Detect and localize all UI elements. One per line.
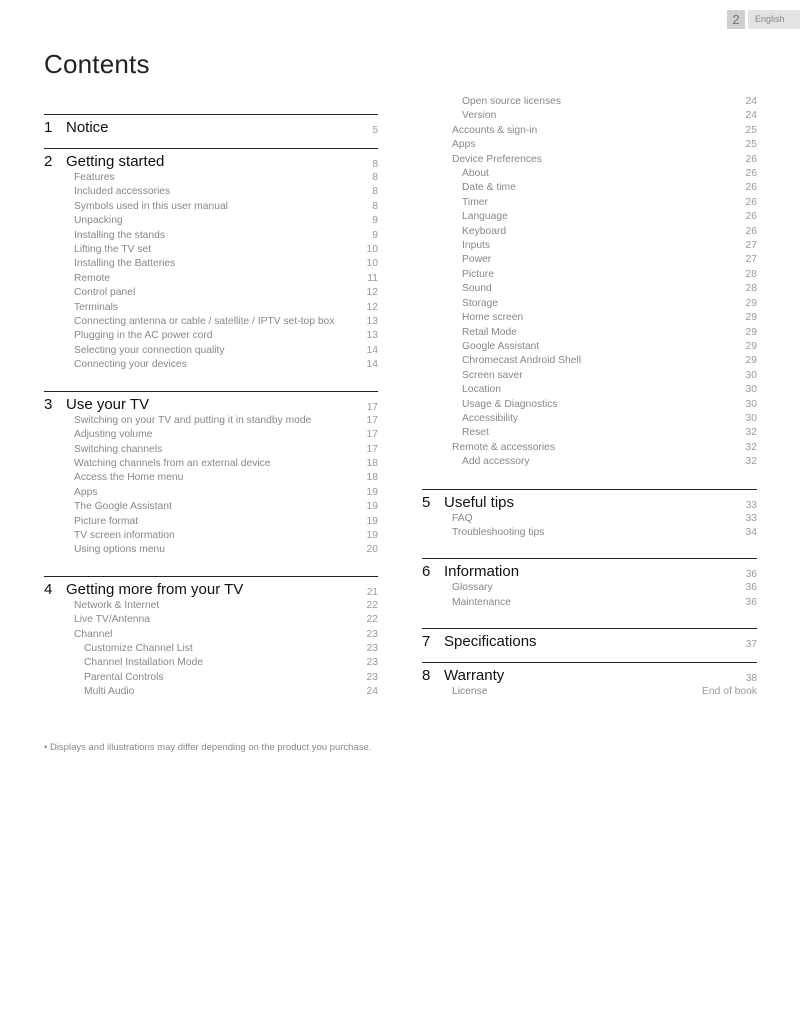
section-heading[interactable] [422,629,757,650]
toc-entry[interactable] [422,581,757,595]
toc-entry-page: 36 [745,582,757,594]
toc-entry[interactable] [422,167,757,181]
toc-entry-page: 18 [366,457,378,469]
toc-entry[interactable] [422,225,757,239]
toc-entry-label: Using options menu [74,544,166,556]
toc-entry-label: Included accessories [74,186,171,198]
section-entries [422,684,757,699]
toc-entry-label: Maintenance [452,596,511,608]
toc-entry-page: 10 [366,244,378,256]
toc-entry-label: Version [462,110,497,122]
toc-entry-label: Language [462,211,508,223]
toc-entry[interactable] [422,282,757,296]
toc-entry-page: 33 [745,512,757,524]
toc-entry-label: Storage [462,297,499,309]
toc-entry-label: Sound [462,283,492,295]
section-title: Specifications [444,633,537,651]
toc-entry-page: 29 [745,312,757,324]
toc-entry-page: 29 [745,326,757,338]
toc-entry-page: 26 [745,196,757,208]
toc-entry-page: 25 [745,139,757,151]
toc-entry-label: FAQ [452,512,473,524]
toc-entry[interactable] [44,329,378,343]
toc-entry-label: Connecting antenna or cable / satellite / IPTV set-top box [74,316,335,328]
toc-entry-label: Switching channels [74,443,163,455]
toc-entry[interactable] [422,297,757,311]
toc-entry-page: 8 [372,172,378,183]
toc-entry-label: Adjusting volume [74,429,153,441]
toc-entry[interactable] [44,315,378,329]
toc-left-column [44,114,378,718]
toc-entry-label: Live TV/Antenna [74,614,150,626]
toc-entry-page: 36 [745,596,757,608]
section-title: Useful tips [444,493,515,511]
toc-entry-page: 32 [745,427,757,439]
toc-entry[interactable] [422,685,757,699]
toc-entry-page: 30 [745,384,757,396]
toc-entry-page: 14 [366,359,378,371]
toc-entry-page: 30 [745,412,757,424]
toc-entry-page: 17 [366,429,378,441]
toc-entry-page: 32 [745,441,757,453]
toc-entry-label: Add accessory [462,456,530,468]
toc-entry[interactable] [44,171,378,185]
toc-entry-label: Control panel [74,287,136,299]
toc-entry-page: 34 [745,526,757,538]
toc-entry-page: 28 [745,268,757,280]
toc-entry[interactable] [44,500,378,514]
toc-entry[interactable] [44,185,378,199]
toc-entry[interactable] [422,426,757,440]
toc-entry-label: Customize Channel List [84,642,193,654]
section-heading[interactable] [422,490,757,511]
section-page: 37 [745,639,757,651]
toc-entry-page: 19 [366,486,378,498]
toc-entry-label: Home screen [462,312,524,324]
toc-entry-page: 28 [745,283,757,295]
toc-entry-label: Features [74,172,115,183]
toc-entry-label: Accessibility [462,412,519,424]
toc-entry[interactable] [422,311,757,325]
toc-entry-label: Picture [462,268,495,280]
toc-section [44,148,378,373]
toc-entry[interactable] [44,286,378,300]
toc-entry[interactable] [44,471,378,485]
toc-entry[interactable] [44,229,378,243]
toc-entry[interactable] [44,656,378,670]
toc-entry-page: 32 [745,456,757,468]
section-heading[interactable] [422,559,757,580]
toc-entry[interactable] [44,628,378,642]
toc-entry-page: 30 [745,369,757,381]
toc-entry-page: 19 [366,529,378,541]
toc-entry[interactable] [422,95,757,109]
toc-entry-page: 13 [366,316,378,328]
toc-entry-label: Device Preferences [452,153,542,165]
toc-entry[interactable] [44,685,378,699]
section-entries [422,580,757,610]
toc-entry[interactable] [44,457,378,471]
toc-entry-page: 18 [366,472,378,484]
section-entries [44,170,378,373]
page-tab [727,10,800,29]
toc-entry-label: Power [462,254,492,266]
toc-entry-label: License [452,686,488,698]
toc-entry-label: Network & Internet [74,599,160,611]
toc-entry[interactable] [422,596,757,610]
toc-entry-page: 24 [745,96,757,107]
toc-entry[interactable] [422,268,757,282]
section-page: 5 [372,125,378,136]
toc-entry-label: Selecting your connection quality [74,344,225,356]
toc-entry-page: 24 [366,686,378,698]
toc-entry-page: 23 [366,628,378,640]
section-page: 38 [745,673,757,685]
toc-entry[interactable] [422,455,757,469]
toc-entry[interactable] [44,257,378,271]
toc-entry-page: 20 [366,544,378,556]
toc-entry-page: 26 [745,153,757,165]
toc-entry-page: 26 [745,182,757,194]
toc-entry[interactable] [44,613,378,627]
toc-entry[interactable] [422,340,757,354]
section-heading[interactable] [44,392,378,413]
toc-entry-label: Open source licenses [462,96,562,107]
toc-entry[interactable] [422,398,757,412]
section-title: Getting more from your TV [66,580,244,598]
toc-entry-page: 29 [745,340,757,352]
toc-entry-label: About [462,168,489,180]
toc-entry-page: 29 [745,355,757,367]
toc-entry-label: Inputs [462,240,491,252]
toc-entry[interactable] [44,414,378,428]
toc-entry[interactable] [44,671,378,685]
toc-entry[interactable] [422,181,757,195]
toc-entry-page: 27 [745,240,757,252]
toc-entry[interactable] [44,358,378,372]
section-number: 2 [44,153,53,170]
section-page: 17 [366,401,378,413]
toc-entry[interactable] [44,272,378,286]
toc-entry-page: 11 [367,272,378,284]
toc-entry-page: 9 [372,215,378,227]
section-page: 33 [745,499,757,511]
toc-entry-page: 8 [372,186,378,198]
toc-right-column [422,95,757,718]
toc-entry[interactable] [422,210,757,224]
toc-entry-page: 23 [366,657,378,669]
toc-entry[interactable] [44,515,378,529]
page-title: Contents [44,49,150,80]
toc-entry[interactable] [44,243,378,257]
toc-entry-label: Parental Controls [84,671,164,683]
toc-entry-label: Chromecast Android Shell [462,355,582,367]
toc-entry-label: Connecting your devices [74,359,187,371]
page-number: 2 [727,10,745,29]
toc-section [44,114,378,136]
toc-entry-page: 23 [366,642,378,654]
section-entries [44,598,378,700]
toc-entry-page: 17 [366,443,378,455]
toc-entry[interactable] [422,239,757,253]
toc-entry-page: 29 [745,297,757,309]
toc-entry-label: Keyboard [462,225,507,237]
toc-entry[interactable] [422,124,757,138]
toc-entry[interactable] [422,383,757,397]
toc-entry-label: Channel [74,628,113,640]
section-page: 8 [372,159,378,170]
toc-section [422,558,757,610]
toc-entry[interactable] [44,443,378,457]
toc-entry[interactable] [422,253,757,267]
toc-entry-label: The Google Assistant [74,501,172,513]
toc-entry-label: Unpacking [74,215,123,227]
section-title: Notice [66,119,109,136]
toc-entry-label: Troubleshooting tips [452,526,545,538]
section-number: 6 [422,563,431,581]
toc-entry-page: 26 [745,168,757,180]
toc-entry[interactable] [44,529,378,543]
toc-entry-label: Usage & Diagnostics [462,398,558,410]
toc-entry[interactable] [422,109,757,123]
toc-entry-label: Google Assistant [462,340,540,352]
toc-entry-label: Remote [74,272,111,284]
toc-entry-label: Symbols used in this user manual [74,200,228,212]
toc-entry[interactable] [44,428,378,442]
toc-entry[interactable] [44,599,378,613]
toc-section [422,628,757,650]
toc-entry-label: Picture format [74,515,139,527]
section-title: Use your TV [66,395,150,413]
toc-entry-page: 12 [366,287,378,299]
toc-continued-items [422,95,757,470]
toc-entry-page: 8 [372,200,378,212]
toc-entry-page: 17 [366,414,378,426]
toc-entry-label: Remote & accessories [452,441,556,453]
toc-entry-label: Lifting the TV set [74,244,152,256]
toc-entry-page: 9 [372,229,378,241]
toc-entry-label: Installing the stands [74,229,166,241]
section-title: Warranty [444,667,505,685]
toc-entry[interactable] [44,344,378,358]
toc-entry[interactable] [422,369,757,383]
toc-section [44,391,378,558]
toc-section [422,662,757,699]
toc-entry-label: Reset [462,427,489,439]
toc-entry[interactable] [422,354,757,368]
section-page: 36 [745,569,757,581]
toc-entry-label: Watching channels from an external device [74,457,271,469]
toc-entry-label: Apps [74,486,98,498]
toc-entry-label: Multi Audio [84,686,135,698]
toc-entry[interactable] [422,138,757,152]
toc-entry[interactable] [422,153,757,167]
section-number: 3 [44,395,53,413]
section-heading[interactable] [44,115,378,136]
section-heading[interactable] [44,149,378,170]
toc-entry-page: 26 [745,225,757,237]
toc-section [44,576,378,700]
toc-entry-page: 24 [745,110,757,122]
section-title: Information [444,563,520,581]
toc-entry-page: End of book [702,686,757,698]
section-number: 1 [44,119,53,136]
toc-entry[interactable] [44,301,378,315]
section-number: 8 [422,667,431,685]
toc-entry-page: 22 [366,614,378,626]
toc-entry-label: Plugging in the AC power cord [74,330,213,342]
toc-entry[interactable] [44,214,378,228]
toc-section [422,489,757,541]
toc-entry[interactable] [422,326,757,340]
section-title: Getting started [66,153,165,170]
section-entries [422,511,757,541]
toc-entry[interactable] [44,200,378,214]
toc-entry-page: 14 [366,344,378,356]
toc-entry-label: Apps [452,139,476,151]
section-number: 4 [44,580,53,598]
toc-entry-page: 19 [366,501,378,513]
toc-entry-label: Glossary [452,582,493,594]
toc-entry-label: Location [462,384,501,396]
toc-entry-page: 12 [366,301,378,313]
toc-entry-page: 23 [366,671,378,683]
toc-entry[interactable] [422,512,757,526]
toc-entry-page: 22 [366,599,378,611]
toc-entry-label: Date & time [462,182,516,194]
toc-entry-page: 13 [366,330,378,342]
language-label: English [748,10,800,29]
toc-entry[interactable] [422,412,757,426]
toc-entry-label: Accounts & sign-in [452,124,538,136]
toc-entry-label: Switching on your TV and putting it in standby mode [74,414,312,426]
toc-entry-label: Channel Installation Mode [84,657,204,669]
toc-entry[interactable] [422,441,757,455]
toc-entry-page: 10 [366,258,378,270]
toc-entry[interactable] [422,526,757,540]
toc-entry-label: Timer [462,196,488,208]
toc-entry[interactable] [44,543,378,557]
toc-entry[interactable] [44,486,378,500]
toc-entry[interactable] [422,196,757,210]
toc-entry-page: 27 [745,254,757,266]
toc-entry-label: Installing the Batteries [74,258,176,270]
toc-entry-page: 30 [745,398,757,410]
toc-entry-label: TV screen information [74,529,175,541]
toc-entry[interactable] [44,642,378,656]
section-heading[interactable] [44,577,378,598]
section-heading[interactable] [422,663,757,684]
toc-entry-page: 19 [366,515,378,527]
section-number: 7 [422,633,431,651]
toc-entry-label: Terminals [74,301,119,313]
section-entries [44,413,378,558]
toc-entry-label: Retail Mode [462,326,517,338]
footnote: • Displays and illustrations may differ depending on the product you purchase. [44,742,372,753]
toc-entry-label: Access the Home menu [74,472,184,484]
section-page: 21 [366,586,378,598]
section-number: 5 [422,493,431,511]
toc-entry-label: Screen saver [462,369,523,381]
toc-entry-page: 25 [745,124,757,136]
toc-entry-page: 26 [745,211,757,223]
